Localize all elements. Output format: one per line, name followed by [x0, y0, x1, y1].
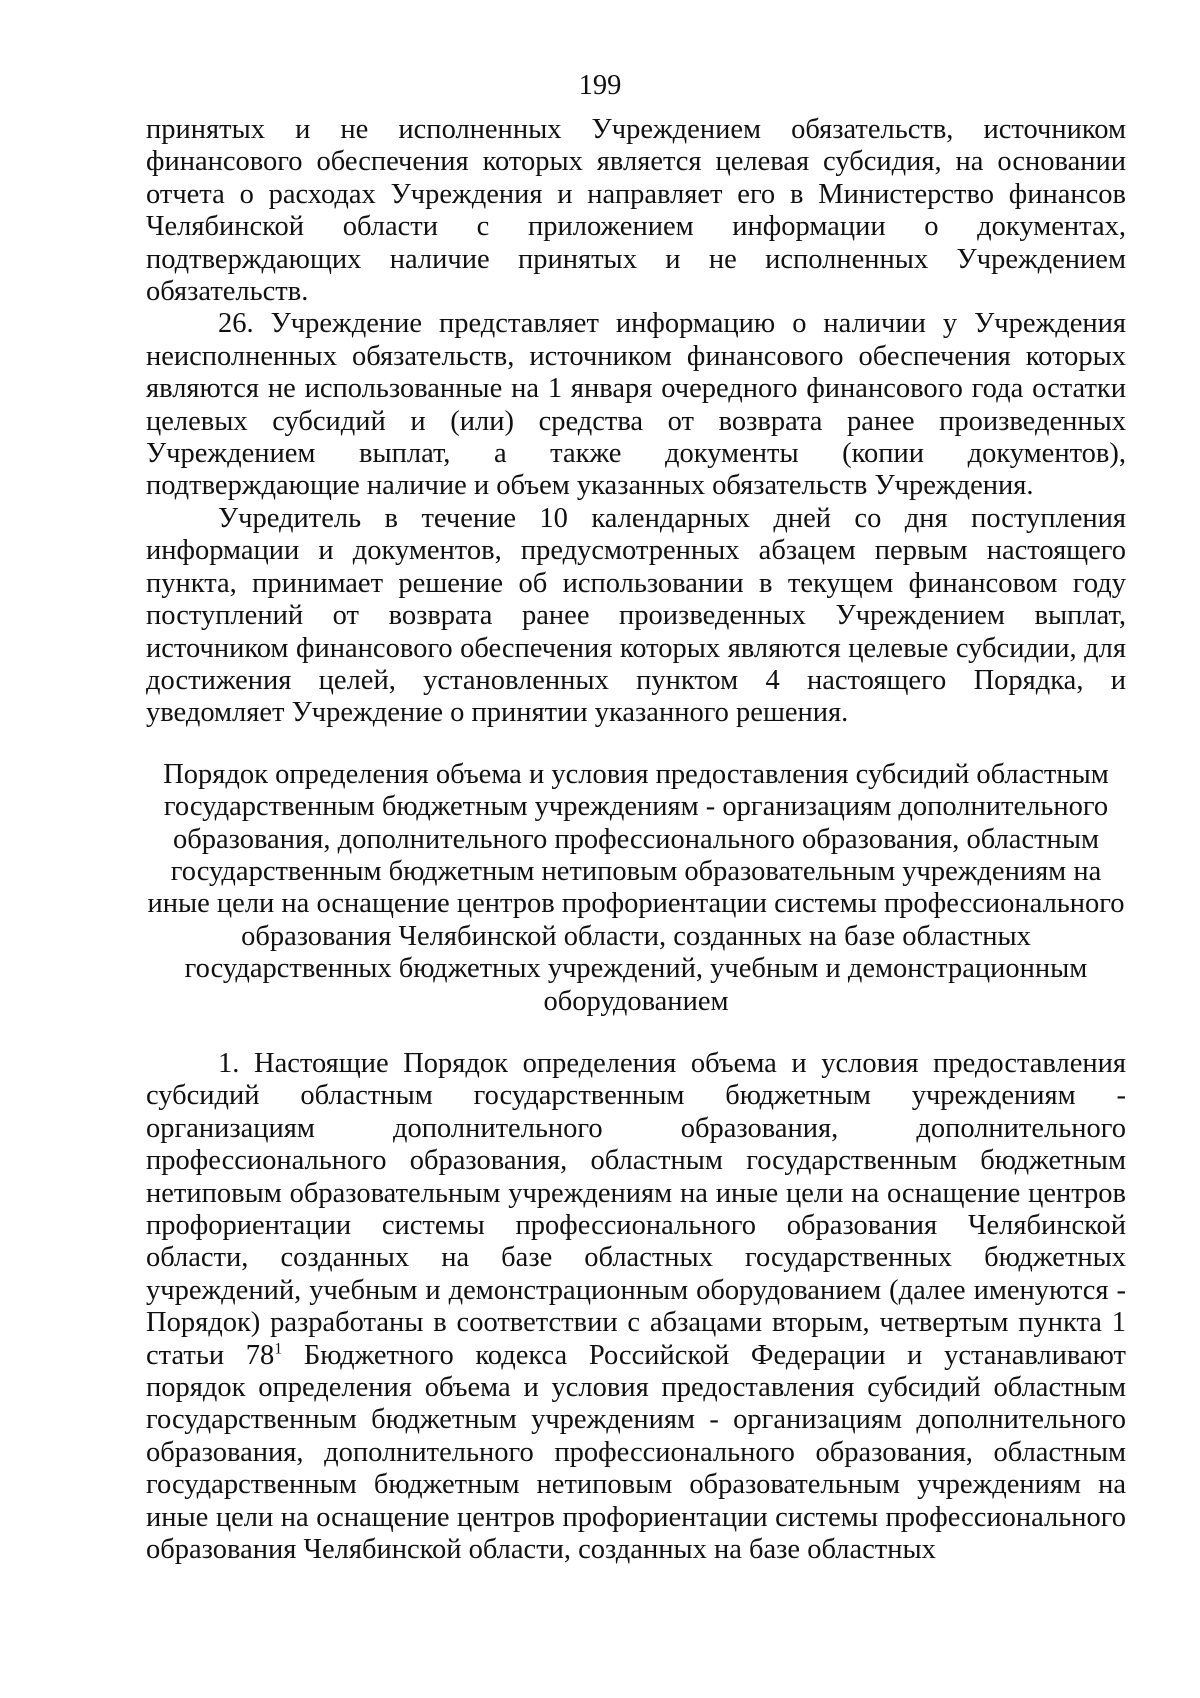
paragraph-uchreditel: Учредитель в течение 10 календарных дней со дня поступления информации и документов, предусмотренных абзацем первым настоящего пункта, принимает решение об использовании в текущем финансовом году поступлений от возврата ранее произведенных Учреждением выплат, источником финансового обеспечения которых являются целевые субсидии, для достижения целей, установленных пунктом 4 настоящего Порядка, и уведомляет Учреждение о принятии указанного решения.: [146, 502, 1126, 729]
paragraph-26: 26. Учреждение представляет информацию о наличии у Учреждения неисполненных обязательств, источником финансового обеспечения которых являются не использованные на 1 января очередного финансового года остатки целевых субсидий и (или) средства от возврата ранее произведенных Учреждением выплат, а также документы (копии документов), подтверждающие наличие и объем указанных обязательств Учреждения.: [146, 308, 1126, 502]
page-number: 199: [578, 70, 622, 101]
paragraph-1-part-b: Бюджетного кодекса Российской Федерации и устанавливают порядок определения объема и условия предоставления субсидий областным государственным бюджетным учреждениям - организациям дополнительного образования, дополнительного профессионального образования, областным государственным бюджетным нетиповым образовательным учреждениям на иные цели на оснащение центров профориентации системы профессионального образования Челябинской области, созданных на базе областных: [146, 1339, 1126, 1566]
document-body: [146, 114, 1126, 1566]
paragraph-1-part-a: 1. Настоящие Порядок определения объема и условия предоставления субсидий областным государственным бюджетным учреждениям - организациям дополнительного образования, дополнительного профессионального образования, областным государственным бюджетным нетиповым образовательным учреждениям на иные цели на оснащение центров профориентации системы профессионального образования Челябинской области, созданных на базе областных государственных бюджетных учреждений, учебным и демонстрационным оборудованием (далее именуются - Порядок) разработаны в соответствии с абзацами вторым, четвертым пункта 1 статьи 78: [146, 1047, 1126, 1371]
paragraph-continuation: принятых и не исполненных Учреждением обязательств, источником финансового обеспечения которых является целевая субсидия, на основании отчета о расходах Учреждения и направляет его в Министерство финансов Челябинской области с приложением информации о документах, подтверждающих наличие принятых и не исполненных Учреждением обязательств.: [146, 114, 1126, 308]
section-heading: Порядок определения объема и условия предоставления субсидий областным государственным бюджетным учреждениям - организациям дополнительного образования, дополнительного профессионального образования, областным государственным бюджетным нетиповым образовательным учреждениям на иные цели на оснащение центров профориентации системы профессионального образования Челябинской области, созданных на базе областных государственных бюджетных учреждений, учебным и демонстрационным оборудованием: [147, 758, 1125, 1017]
section-heading-wrapper: [138, 759, 1134, 1018]
paragraph-1: [146, 1048, 1126, 1567]
article-superscript: 1: [274, 1340, 283, 1358]
